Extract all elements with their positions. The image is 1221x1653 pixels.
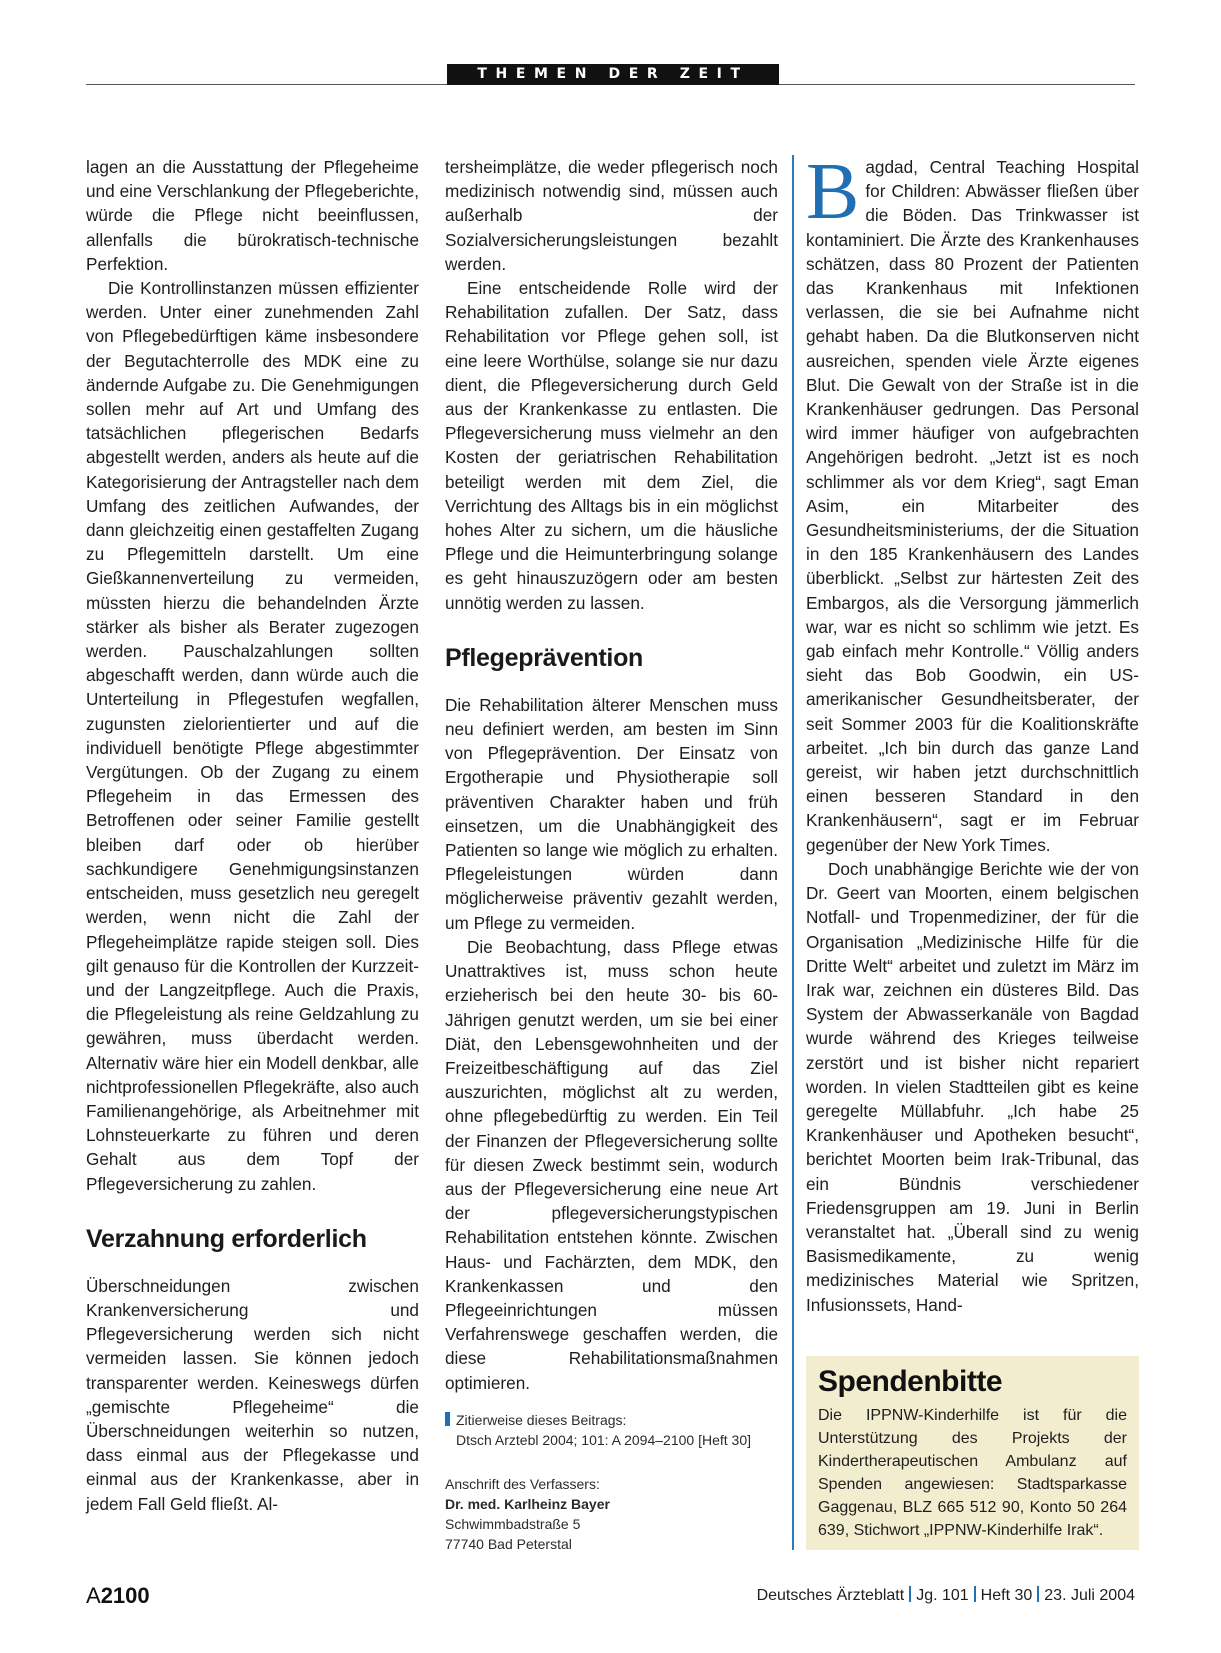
donation-title: Spendenbitte [818, 1365, 1003, 1398]
paragraph: Die Beobachtung, dass Pflege etwas Unattraktives ist, muss schon heute erzieherisch bei den heute 30- bis 60-Jährigen genutzt werden, um sie bei einer Diät, den Lebensgewohnheiten und der Freizeitbeschäftigung auf das Ziel auszurichten, möglichst alt zu werden, ohne pflegebedürftig zu werden. Ein Teil der Finanzen der Pflegeversicherung sollte für diesen Zweck bestimmt sein, wodurch aus der Pflegeversicherung eine neue Art der pflegeversicherungstypischen Rehabilitation entstehen könnte. Zwischen Haus- und Fachärzten, dem MDK, den Krankenkassen und den Pflegeeinrichtungen müssen Verfahrenswege geschaffen werden, die diese Rehabilitationsmaßnahmen optimieren. [445, 936, 778, 1393]
lead-paragraph [806, 148, 1139, 857]
paragraph: Die Kontrollinstanzen müssen effizienter werden. Unter einer zunehmenden Zahl von Pflegebedürftigen käme insbesondere der Begutachterrolle des MDK eine zu ändernde Aufgabe zu. Die Genehmigungen sollen mehr auf Art und Umfang des tatsächlichen pflegerischen Bedarfs abgestellt werden, anders als heute auf die Kategorisierung der Antragsteller nach dem Umfang des zeitlichen Aufwandes, der dann gleichzeitig einen gestaffelten Zugang zu Pflegemitteln darstellt. Um eine Gießkannenverteilung zu vermeiden, müssten hierzu die behandelnden Ärzte stärker als bisher als Berater zugezogen werden. Pauschalzahlungen sollten abgeschafft werden, dann würde auch die Unterteilung in Pflegestufen wegfallen, zugunsten zielorientierter und auf die individuell benötigte Pflege abgestimmter Vergütungen. Ob der Zugang zu einem Pflegeheim in das Ermessen des Betroffenen oder seiner Familie gestellt bleiben darf oder ob hierüber sachkundigere Genehmigungsinstanzen entscheiden, muss gesetzlich neu geregelt werden, wenn nicht die Zahl der Pflegeheimplätze rapide steigen soll. Dies gilt genauso für die Kontrollen der Kurzzeit- und der Langzeitpflege. Auch die Praxis, die Pflegeleistung als reine Geldzahlung zu gewähren, muss überdacht werden. Alternativ wäre hier ein Modell denkbar, alle nichtprofessionellen Pflegekräfte, also auch Familienangehörige, als Arbeitnehmer mit Lohnsteuerkarte zu führen und deren Gehalt aus dem Topf der Pflegeversicherung zu zahlen. [86, 278, 419, 1194]
citation-marker-icon [445, 1412, 450, 1426]
column-1 [86, 155, 419, 1516]
paragraph: lagen an die Ausstattung der Pflegeheime und eine Verschlankung der Pflegeberichte, würde die Pflege nicht beeinflussen, allenfalls die bürokratisch-technische Perfektion. [86, 157, 419, 274]
separator [909, 1586, 911, 1602]
column-3 [806, 148, 1139, 1317]
page-prefix: A [86, 1583, 101, 1608]
author-name: Dr. med. Karlheinz Bayer [445, 1496, 610, 1512]
date: 23. Juli 2004 [1044, 1587, 1135, 1604]
page-number-value: 2100 [100, 1583, 150, 1608]
lead-text: agdad, Central Teaching Hospital for Children: Abwässer fließen über die Böden. Das Trinkwasser ist kontaminiert. Die Ärzte des Krankenhauses schätzen, dass 80 Prozent der Patienten das Krankenhaus mit Infektionen verlassen, die sie bei Aufnahme nicht gehabt haben. Da die Blutkonserven nicht ausreichen, spenden viele Ärzte eigenes Blut. Die Gewalt von der Straße ist in die Krankenhäuser gedrungen. Das Personal wird immer häufiger von aufgebrachten Angehörigen bedroht. „Jetzt ist es noch schlimmer als vor dem Krieg“, sagt Eman Asim, ein Mitarbeiter des Gesundheitsministeriums, der die Situation in den 185 Krankenhäusern des Landes überblickt. „Selbst zur härtesten Zeit des Embargos, als die Versorgung jämmerlich war, war es nicht so schlimm wie jetzt. Es gab einfach mehr Kontrolle.“ Völlig anders sieht das Bob Goodwin, ein US-amerikanischer Gesundheitsberater, der seit Sommer 2003 für die Koalitionskräfte arbeitet. „Ich bin durch das ganze Land gereist, wir haben jetzt durchschnittlich einen besseren Standard in den Krankenhäusern“, sagt er im Februar gegenüber der New York Times. [806, 157, 1139, 855]
citation-text: Dtsch Arztebl 2004; 101: A 2094–2100 [Heft 30] [456, 1432, 751, 1448]
citation-block [445, 1410, 778, 1450]
paragraph: Die Rehabilitation älterer Menschen muss neu definiert werden, am besten im Sinn von Pflegeprävention. Der Einsatz von Ergotherapie und Physiotherapie soll präventiven Charakter haben und früh einsetzen, um die Unabhängigkeit des Patienten so lange wie möglich zu erhalten. Pflegeleistungen würden dann möglicherweise präventiv gezahlt werden, um Pflege zu vermeiden. [445, 694, 778, 933]
address-city: 77740 Bad Peterstal [445, 1536, 572, 1552]
donation-box [806, 1356, 1139, 1550]
paragraph: tersheimplätze, die weder pflegerisch noch medizinisch notwendig sind, müssen auch außerhalb der Sozialversicherungsleistungen bezahlt werden. [445, 157, 778, 274]
separator [974, 1586, 976, 1602]
donation-text: Die IPPNW-Kinderhilfe ist für die Unterstützung des Projekts der Kindertherapeutischen Ambulanz auf Spenden angewiesen: Stadtsparkasse Gaggenau, BLZ 665 512 90, Konto 50 264 639, Stichwort „IPPNW-Kinderhilfe Irak“. [818, 1407, 1127, 1539]
column-2 [445, 155, 778, 1395]
subheading: Pflegeprävention [445, 643, 644, 672]
footer-journal-info [757, 1585, 1135, 1607]
paragraph: Doch unabhängige Berichte wie der von Dr. Geert van Moorten, einem belgischen Notfall- und Tropenmediziner, der für die Organisation „Medizinische Hilfe für die Dritte Welt“ arbeitet und zuletzt im März im Irak war, zeichnen ein düsteres Bild. Das System der Abwasserkanäle von Bagdad wurde während des Krieges teilweise zerstört und ist bisher nicht repariert worden. In vielen Stadtteilen gibt es keine geregelte Müllabfuhr. „Ich habe 25 Krankenhäuser und Apotheken besucht“, berichtet Moorten beim Irak-Tribunal, das ein Bündnis verschiedener Friedensgruppen am 19. Juni in Berlin veranstaltet hat. „Überall sind zu wenig Basismedikamente, zu wenig medizinisches Material wie Spritzen, Infusionssets, Hand- [806, 858, 1139, 1315]
drop-cap: B [806, 148, 860, 236]
subheading: Verzahnung erforderlich [86, 1224, 367, 1253]
address-label: Anschrift des Verfassers: [445, 1476, 600, 1492]
page-number [86, 1583, 150, 1609]
author-address [445, 1474, 778, 1554]
column-divider [792, 155, 794, 1550]
address-street: Schwimmbadstraße 5 [445, 1516, 581, 1532]
citation-label: Zitierweise dieses Beitrags: [456, 1412, 627, 1428]
paragraph: Eine entscheidende Rolle wird der Rehabilitation zufallen. Der Satz, dass Rehabilitation vor Pflege gehen soll, ist eine leere Worthülse, solange sie nur dazu dient, die Pflegeversicherung durch Geld aus der Krankenkasse zu entlasten. Die Pflegeversicherung muss vielmehr an den Kosten der geriatrischen Rehabilitation beteiligt werden mit dem Ziel, die Verrichtung des Alltags bis in ein möglichst hohes Alter zu sichern, um die häusliche Pflege und die Heimunterbringung solange es geht hinauszuzögern oder am besten unnötig werden zu lassen. [445, 278, 778, 613]
issue: Heft 30 [980, 1587, 1033, 1604]
section-label: THEMEN DER ZEIT [447, 64, 779, 85]
separator [1037, 1586, 1039, 1602]
paragraph: Überschneidungen zwischen Krankenversicherung und Pflegeversicherung werden sich nicht vermeiden lassen. Sie können jedoch transparenter werden. Keineswegs dürfen „gemischte Pflegeheime“ die Überschneidungen weiterhin so nutzen, dass einmal aus der Pflegekasse und einmal aus der Krankenkasse, aber in jedem Fall Geld fließt. Al- [86, 1275, 419, 1514]
volume: Jg. 101 [916, 1587, 969, 1604]
journal-name: Deutsches Ärzteblatt [756, 1587, 905, 1604]
